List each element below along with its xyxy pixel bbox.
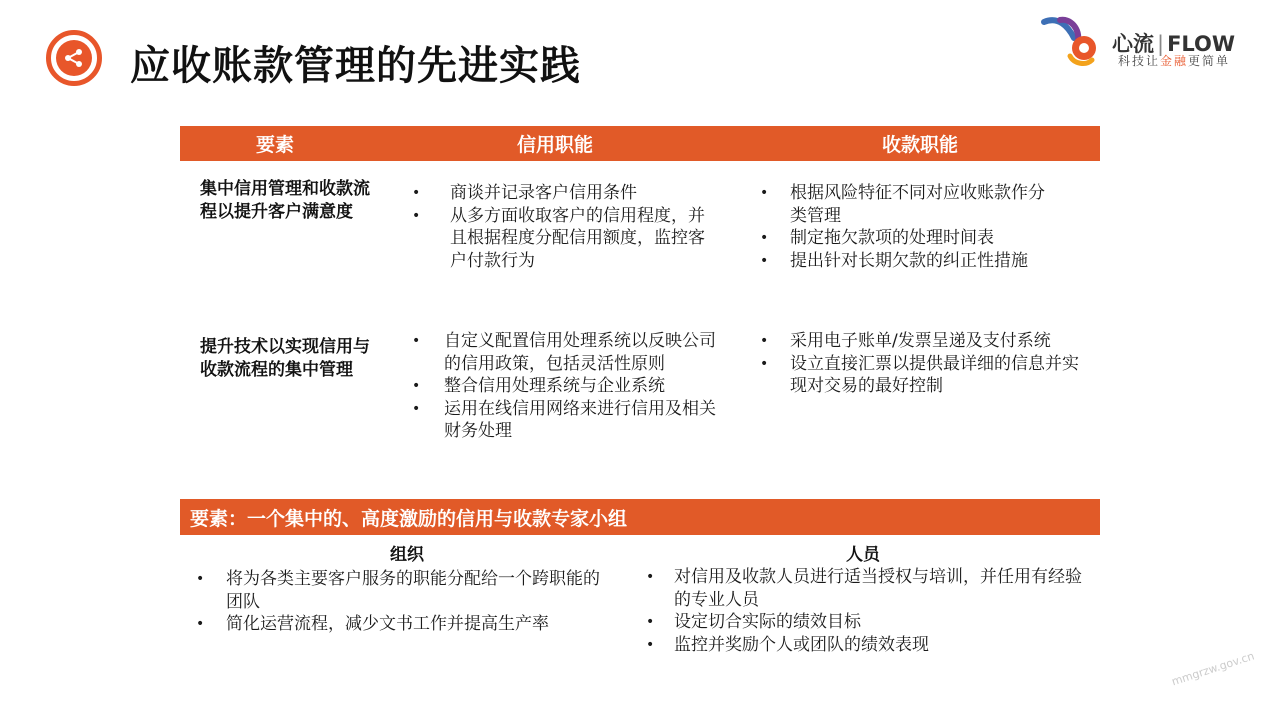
list-item: • 将为各类主要客户服务的职能分配给一个跨职能的团队 xyxy=(196,569,600,612)
credit-list xyxy=(412,330,728,443)
row-label: 集中信用管理和收款流程以提升客户满意度 xyxy=(200,179,370,222)
share-icon xyxy=(56,40,92,76)
share-icon-badge xyxy=(46,30,102,86)
list-item: • 自定义配置信用处理系统以反映公司的信用政策，包括灵活性原则 xyxy=(412,331,716,374)
list-item: • 商谈并记录客户信用条件 xyxy=(412,183,637,203)
logo-mark-icon xyxy=(1040,12,1106,70)
list-item: • 从多方面收取客户的信用程度，并且根据程度分配信用额度，监控客户付款行为 xyxy=(412,205,705,271)
slogan-part: 更简单 xyxy=(1188,54,1231,68)
list-item: • 设立直接汇票以提供最详细的信息并实现对交易的最好控制 xyxy=(760,353,1079,396)
logo-name-cn: 心流 xyxy=(1112,32,1154,56)
collection-list xyxy=(760,330,1090,398)
list-item: • 对信用及收款人员进行适当授权与培训，并任用有经验的专业人员 xyxy=(646,567,1082,610)
people-list xyxy=(646,566,1096,656)
slogan-highlight: 金融 xyxy=(1160,54,1189,68)
logo-name: 心流 | FLOW xyxy=(1112,32,1236,56)
people-heading: 人员 xyxy=(846,545,880,565)
list-item: • 制定拖欠款项的处理时间表 xyxy=(760,228,994,248)
column-header-collection: 收款职能 xyxy=(881,134,958,156)
collection-list xyxy=(760,182,1060,272)
list-item: • 根据风险特征不同对应收账款作分类管理 xyxy=(760,183,1045,226)
list-item: • 运用在线信用网络来进行信用及相关财务处理 xyxy=(412,398,716,441)
table-header xyxy=(180,126,1100,161)
org-list xyxy=(196,568,616,636)
row-label: 提升技术以实现信用与收款流程的集中管理 xyxy=(200,337,370,380)
column-header-element: 要素 xyxy=(255,134,294,156)
slogan-part: 科技让 xyxy=(1118,54,1161,68)
watermark: mmgrzw.gov.cn xyxy=(1170,649,1256,689)
page-title: 应收账款管理的先进实践 xyxy=(130,43,581,89)
list-item: • 提出针对长期欠款的纠正性措施 xyxy=(760,250,1028,271)
column-header-credit: 信用职能 xyxy=(516,134,593,156)
list-item: • 简化运营流程，减少文书工作并提高生产率 xyxy=(196,614,549,634)
logo-slogan xyxy=(1118,52,1230,69)
list-item: • 采用电子账单/发票呈递及支付系统 xyxy=(760,331,1051,351)
org-heading: 组织 xyxy=(390,545,424,565)
logo-name-en: FLOW xyxy=(1167,32,1236,56)
list-item: • 设定切合实际的绩效目标 xyxy=(646,612,861,632)
credit-list xyxy=(412,182,712,272)
brand-logo xyxy=(1040,12,1250,72)
section-bar: 要素：一个集中的、高度激励的信用与收款专家小组 xyxy=(180,499,1100,535)
list-item: • 监控并奖励个人或团队的绩效表现 xyxy=(646,634,929,655)
list-item: • 整合信用处理系统与企业系统 xyxy=(412,376,665,396)
